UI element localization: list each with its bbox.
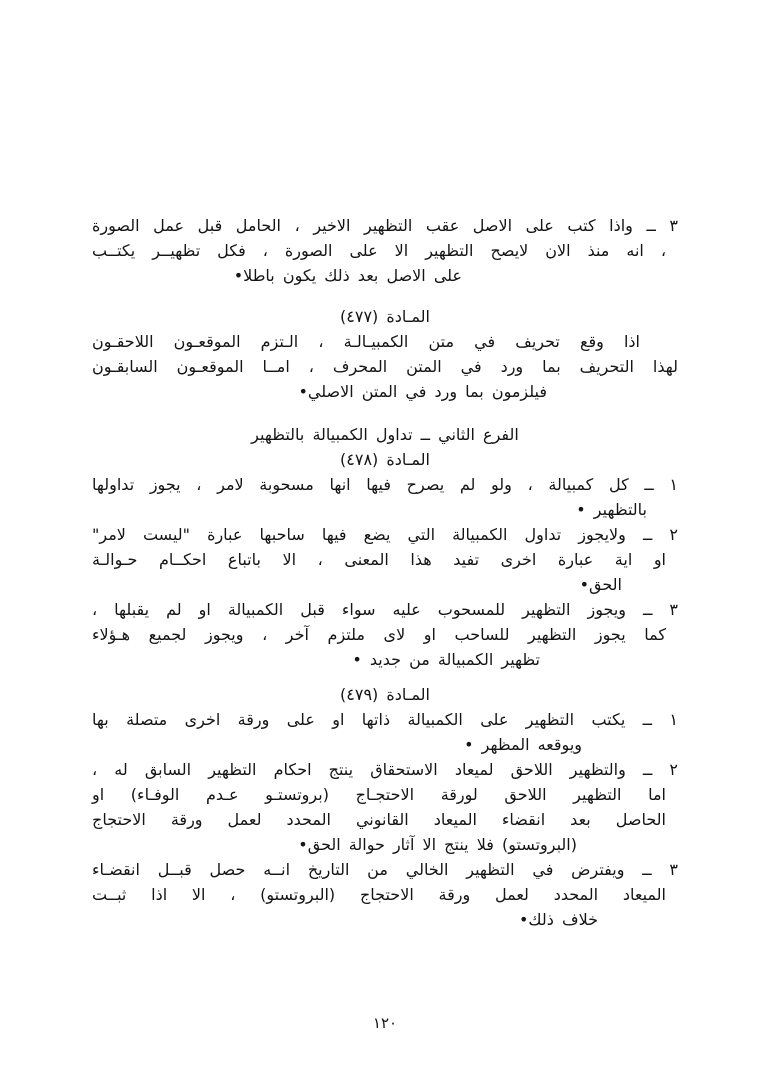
- article-478-item-1: [92, 472, 678, 522]
- article-478-item-2: [92, 522, 678, 597]
- article-478-heading: المـادة (٤٧٨): [340, 450, 430, 469]
- article-477-body: [92, 329, 678, 404]
- text-line: فيلزمون بما ورد في المتن الاصلي•: [298, 382, 547, 401]
- page-content: [92, 213, 678, 932]
- prev-article-item-3: [92, 213, 678, 288]
- text-line: ١ ــ يكتب التظهير على الكمبيالة ذاتها او على ورقة اخرى متصلة بها: [92, 710, 678, 729]
- text-line: ٣ ــ ويجوز التظهير للمسحوب عليه سواء قبل الكمبيالة او لم يقبلها ،: [92, 600, 678, 619]
- article-478-item-3: [92, 597, 678, 672]
- text-line: بالتظهير •: [576, 500, 647, 519]
- text-line: (البروتستو) فلا ينتج الا آثار حوالة الحق•: [298, 835, 577, 854]
- text-line: اذا وقع تحريف في متن الكمبيـالـة ، الـتزم الموقعـون اللاحقـون: [92, 332, 640, 351]
- article-479-heading: المـادة (٤٧٩): [340, 685, 430, 704]
- text-line: الحق•: [579, 575, 622, 594]
- text-line: الحاصل بعد انقضاء الميعاد القانوني المحدد لعمل ورقة الاحتجاج: [92, 810, 666, 829]
- page-number: ١٢٠: [372, 1014, 398, 1032]
- text-line: ويوقعه المظهر •: [464, 735, 582, 754]
- section-2-heading: الفرع الثاني ــ تداول الكمبيالة بالتظهير: [251, 425, 519, 444]
- text-line: ١ ــ كل كمبيالة ، ولو لم يصرح فيها انها مسحوبة لامر ، يجوز تداولها: [92, 475, 678, 494]
- text-line: خلاف ذلك•: [518, 910, 598, 929]
- text-line: او اية عبارة اخرى تفيد هذا المعنى ، الا باتباع احكــام حـوالـة: [92, 550, 666, 569]
- text-line: اما التظهير اللاحق لورقة الاحتجـاج (بروتستـو عـدم الوفـاء) او: [92, 785, 666, 804]
- article-477-heading: المـادة (٤٧٧): [340, 307, 430, 326]
- text-line: ٣ ــ واذا كتب على الاصل عقب التظهير الاخير ، الحامل قبل عمل الصورة: [92, 216, 678, 235]
- text-line: كما يجوز التظهير للساحب او لاى ملتزم آخر ، ويجوز لجميع هـؤلاء: [92, 625, 666, 644]
- text-line: ٣ ــ ويفترض في التظهير الخالي من التاريخ انــه حصل قبــل انقضـاء: [92, 860, 678, 879]
- text-line: تظهير الكمبيالة من جديد •: [352, 650, 540, 669]
- article-479-item-2: [92, 757, 678, 857]
- text-line: الميعاد المحدد لعمل ورقة الاحتجاج (البروتستو) ، الا اذا ثبــت: [92, 885, 666, 904]
- article-479-item-3: [92, 857, 678, 932]
- text-line: على الاصل بعد ذلك يكون باطلا•: [233, 266, 462, 285]
- text-line: لهذا التحريف بما ورد في المتن المحرف ، امــا الموقعـون السابقـون: [92, 357, 678, 376]
- article-479-item-1: [92, 707, 678, 757]
- text-line: ، انه منذ الان لايصح التظهير الا على الصورة ، فكل تظهيــر يكتــب: [92, 241, 666, 260]
- text-line: ٢ ــ والتظهير اللاحق لميعاد الاستحقاق ينتج احكام التظهير السابق له ،: [92, 760, 678, 779]
- text-line: ٢ ــ ولايجوز تداول الكمبيالة التي يضع فيها ساحبها عبارة "ليست لامر": [92, 525, 678, 544]
